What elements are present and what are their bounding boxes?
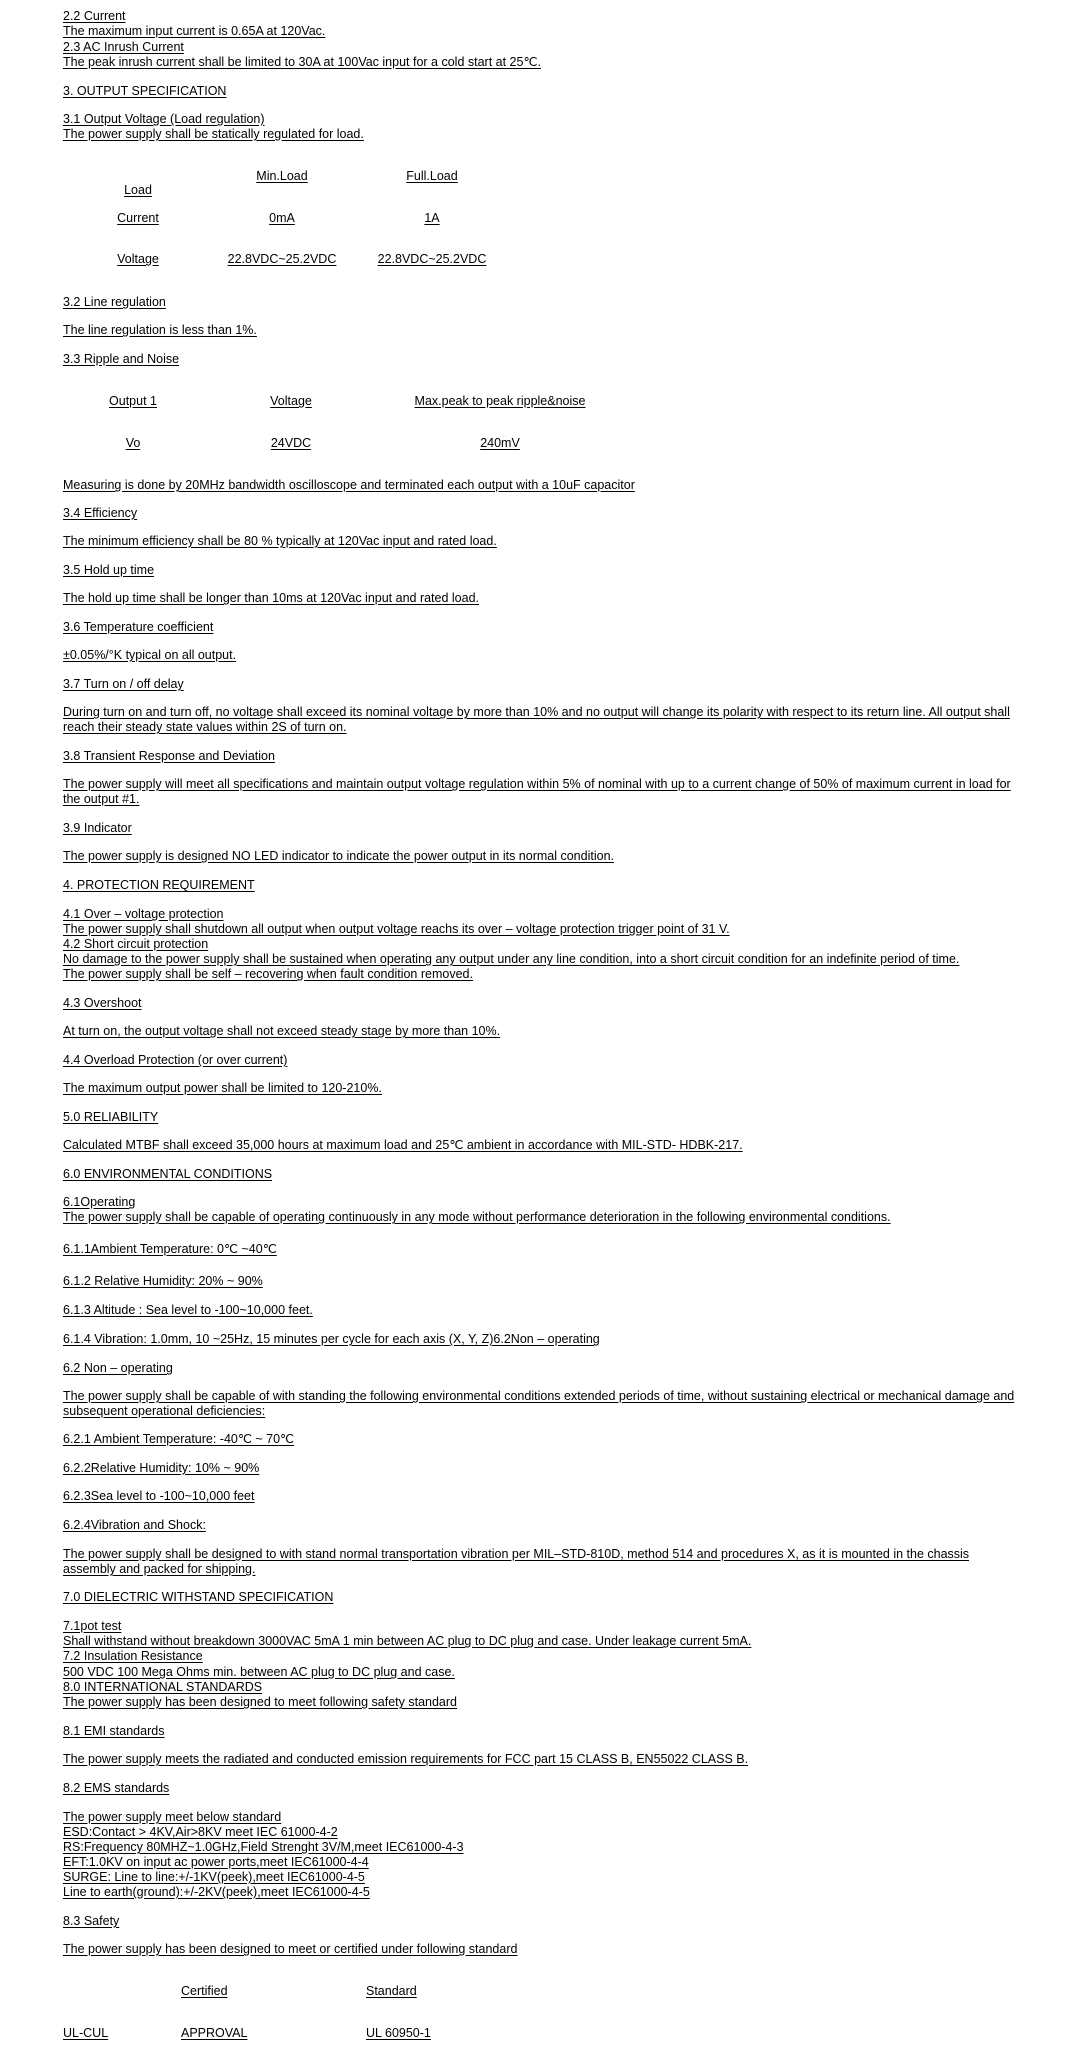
over-voltage-heading: 4.1 Over – voltage protection <box>63 907 224 921</box>
current-text: The maximum input current is 0.65A at 120Vac. <box>63 24 326 38</box>
table-header-cell: Min.Load <box>256 169 308 183</box>
table-cell: Voltage <box>117 252 159 266</box>
ems-line: RS:Frequency 80MHZ~1.0GHz,Field Strenght 3V/M,meet IEC61000-4-3 <box>63 1840 464 1854</box>
hipot-heading: 7.1pot test <box>63 1619 122 1633</box>
table-header-cell: Certified <box>181 1984 228 1998</box>
indicator-heading: 3.9 Indicator <box>63 821 132 835</box>
inrush-text: The peak inrush current shall be limited to 30A at 100Vac input for a cold start at 25℃. <box>63 55 541 69</box>
turn-on-off-delay-heading: 3.7 Turn on / off delay <box>63 677 184 691</box>
transient-response-text: The power supply will meet all specifications and maintain output voltage regulation within 5% of nominal with up to a current change of 50% of maximum current in load for the output #1. <box>63 777 1011 806</box>
standards-intro: The power supply has been designed to meet following safety standard <box>63 1695 457 1709</box>
ems-line: EFT:1.0KV on input ac power ports,meet IEC61000-4-4 <box>63 1855 369 1869</box>
emi-heading: 8.1 EMI standards <box>63 1724 165 1738</box>
overload-heading: 4.4 Overload Protection (or over current) <box>63 1053 288 1067</box>
overshoot-text: At turn on, the output voltage shall not exceed steady stage by more than 10%. <box>63 1024 501 1038</box>
non-operating-sea-level: 6.2.3Sea level to -100~10,000 feet <box>63 1489 255 1503</box>
line-regulation-heading: 3.2 Line regulation <box>63 295 166 309</box>
short-circuit-text: No damage to the power supply shall be sustained when operating any output under any line condition, into a short circuit condition for an indefinite period of time. <box>63 952 960 966</box>
efficiency-heading: 3.4 Efficiency <box>63 506 138 520</box>
insulation-text: 500 VDC 100 Mega Ohms min. between AC plug to DC plug and case. <box>63 1665 455 1679</box>
table-cell: 1A <box>424 211 440 225</box>
hold-up-text: The hold up time shall be longer than 10ms at 120Vac input and rated load. <box>63 591 480 605</box>
overload-text: The maximum output power shall be limited to 120-210%. <box>63 1081 382 1095</box>
load-regulation-text: The power supply shall be statically regulated for load. <box>63 127 364 141</box>
table-header-cell: Voltage <box>270 394 312 408</box>
safety-text: The power supply has been designed to meet or certified under following standard <box>63 1942 518 1956</box>
non-operating-text: The power supply shall be capable of with standing the following environmental conditions extended periods of time, without sustaining electrical or mechanical damage and subsequent operational deficiencies: <box>63 1389 1015 1418</box>
table-header-cell: Load <box>124 183 152 197</box>
operating-heading: 6.1Operating <box>63 1195 136 1209</box>
table-header-cell: Full.Load <box>406 169 458 183</box>
operating-vibration: 6.1.4 Vibration: 1.0mm, 10 ~25Hz, 15 minutes per cycle for each axis (X, Y, Z)6.2Non – operating <box>63 1332 600 1346</box>
ripple-heading: 3.3 Ripple and Noise <box>63 352 180 366</box>
operating-altitude: 6.1.3 Altitude : Sea level to -100~10,000 feet. <box>63 1303 313 1317</box>
table-header-cell: Output 1 <box>109 394 157 408</box>
temperature-coefficient-heading: 3.6 Temperature coefficient <box>63 620 214 634</box>
ems-line: SURGE: Line to line:+/-1KV(peek),meet IEC61000-4-5 <box>63 1870 365 1884</box>
non-operating-humidity: 6.2.2Relative Humidity: 10% ~ 90% <box>63 1461 260 1475</box>
ems-line: The power supply meet below standard <box>63 1810 282 1824</box>
short-circuit-heading: 4.2 Short circuit protection <box>63 937 209 951</box>
ems-line: ESD:Contact > 4KV,Air>8KV meet IEC 61000-4-2 <box>63 1825 338 1839</box>
self-recovering-text: The power supply shall be self – recovering when fault condition removed. <box>63 967 473 981</box>
over-voltage-text: The power supply shall shutdown all output when output voltage reachs its over – voltage protection trigger point of 31 V. <box>63 922 730 936</box>
turn-on-off-delay-text: During turn on and turn off, no voltage shall exceed its nominal voltage by more than 10% and no output will change its polarity with respect to its return line. All output shall reach their steady state values within 2S of turn on. <box>63 705 1010 734</box>
temperature-coefficient-text: ±0.05%/°K typical on all output. <box>63 648 237 662</box>
table-cell: 0mA <box>269 211 295 225</box>
operating-temperature: 6.1.1Ambient Temperature: 0℃ ~40℃ <box>63 1242 277 1256</box>
table-cell: Current <box>117 211 159 225</box>
load-regulation-heading: 3.1 Output Voltage (Load regulation) <box>63 112 265 126</box>
insulation-heading: 7.2 Insulation Resistance <box>63 1649 203 1663</box>
table-cell: UL-CUL <box>63 2026 109 2040</box>
line-regulation-text: The line regulation is less than 1%. <box>63 323 257 337</box>
safety-heading: 8.3 Safety <box>63 1914 120 1928</box>
hold-up-heading: 3.5 Hold up time <box>63 563 155 577</box>
hipot-text: Shall withstand without breakdown 3000VAC 5mA 1 min between AC plug to DC plug and case. Under leakage current 5mA. <box>63 1634 752 1648</box>
standards-heading: 8.0 INTERNATIONAL STANDARDS <box>63 1680 263 1694</box>
table-cell: 22.8VDC~25.2VDC <box>227 252 337 266</box>
table-cell: 240mV <box>480 436 520 450</box>
table-header-cell: Max.peak to peak ripple&noise <box>414 394 586 408</box>
table-cell: UL 60950-1 <box>366 2026 431 2040</box>
indicator-text: The power supply is designed NO LED indicator to indicate the power output in its normal condition. <box>63 849 614 863</box>
dielectric-heading: 7.0 DIELECTRIC WITHSTAND SPECIFICATION <box>63 1590 334 1604</box>
table-cell: 22.8VDC~25.2VDC <box>377 252 487 266</box>
inrush-heading: 2.3 AC Inrush Current <box>63 40 184 54</box>
non-operating-heading: 6.2 Non – operating <box>63 1361 173 1375</box>
current-heading: 2.2 Current <box>63 9 126 23</box>
operating-humidity: 6.1.2 Relative Humidity: 20% ~ 90% <box>63 1274 263 1288</box>
operating-text: The power supply shall be capable of operating continuously in any mode without performance deterioration in the following environmental conditions. <box>63 1210 891 1224</box>
output-spec-heading: 3. OUTPUT SPECIFICATION <box>63 84 227 98</box>
transient-response-heading: 3.8 Transient Response and Deviation <box>63 749 275 763</box>
table-header-cell: Standard <box>366 1984 417 1998</box>
protection-heading: 4. PROTECTION REQUIREMENT <box>63 878 255 892</box>
ems-heading: 8.2 EMS standards <box>63 1781 170 1795</box>
ems-line: Line to earth(ground):+/-2KV(peek),meet IEC61000-4-5 <box>63 1885 370 1899</box>
emi-text: The power supply meets the radiated and conducted emission requirements for FCC part 15 CLASS B, EN55022 CLASS B. <box>63 1752 749 1766</box>
reliability-text: Calculated MTBF shall exceed 35,000 hours at maximum load and 25℃ ambient in accordance with MIL-STD- HDBK-217. <box>63 1138 743 1152</box>
environmental-heading: 6.0 ENVIRONMENTAL CONDITIONS <box>63 1167 273 1181</box>
overshoot-heading: 4.3 Overshoot <box>63 996 142 1010</box>
reliability-heading: 5.0 RELIABILITY <box>63 1110 159 1124</box>
table-cell: APPROVAL <box>181 2026 248 2040</box>
vibration-shock-text: The power supply shall be designed to with stand normal transportation vibration per MIL–STD-810D, method 514 and procedures X, as it is mounted in the chassis assembly and packed for shipping. <box>63 1547 970 1576</box>
table-cell: Vo <box>125 436 141 450</box>
efficiency-text: The minimum efficiency shall be 80 % typically at 120Vac input and rated load. <box>63 534 497 548</box>
non-operating-temperature: 6.2.1 Ambient Temperature: -40℃ ~ 70℃ <box>63 1432 295 1446</box>
table-cell: 24VDC <box>270 436 312 450</box>
ripple-note: Measuring is done by 20MHz bandwidth oscilloscope and terminated each output with a 10uF capacitor <box>63 478 635 492</box>
vibration-shock-heading: 6.2.4Vibration and Shock: <box>63 1518 206 1532</box>
